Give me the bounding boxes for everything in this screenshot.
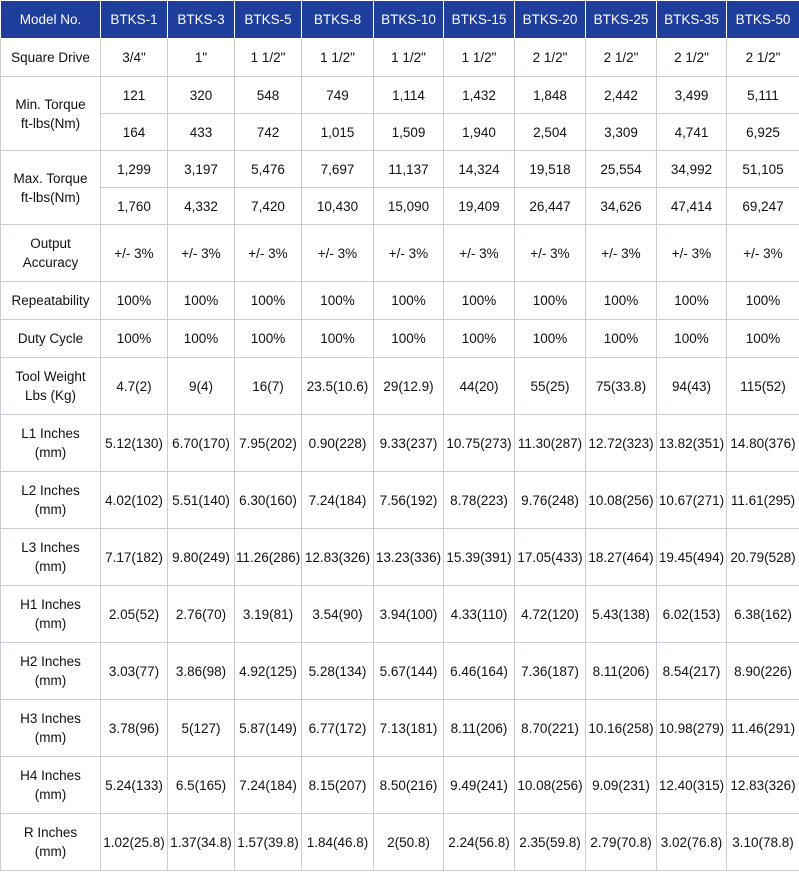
- table-cell: 5.87(149): [235, 700, 302, 757]
- table-cell: 1,940: [444, 114, 515, 151]
- table-cell: 75(33.8): [586, 358, 657, 415]
- row-label-line: (mm): [34, 445, 67, 460]
- table-cell: 2 1/2": [515, 39, 586, 77]
- table-cell: 6.77(172): [302, 700, 374, 757]
- model-header: BTKS-25: [586, 1, 657, 39]
- table-cell: 100%: [586, 282, 657, 320]
- table-row-l1: [1, 415, 799, 472]
- row-label: [1, 586, 101, 643]
- row-label: [1, 700, 101, 757]
- table-cell: 3.03(77): [101, 643, 168, 700]
- table-cell: 5.51(140): [168, 472, 235, 529]
- table-row-h3: [1, 700, 799, 757]
- row-label-line: H1 Inches: [20, 597, 81, 612]
- table-cell: 3.19(81): [235, 586, 302, 643]
- table-row-min-torque: [1, 77, 799, 114]
- row-label-line: (mm): [34, 787, 67, 802]
- table-cell: 100%: [302, 282, 374, 320]
- table-cell: 5,476: [235, 151, 302, 188]
- row-label-line: (mm): [34, 559, 67, 574]
- table-cell: 2.79(70.8): [586, 814, 657, 871]
- table-row-h2: [1, 643, 799, 700]
- table-cell: 0.90(228): [302, 415, 374, 472]
- table-cell: 1,299: [101, 151, 168, 188]
- table-cell: 44(20): [444, 358, 515, 415]
- table-cell: 12.40(315): [657, 757, 727, 814]
- row-label: [1, 529, 101, 586]
- table-row-duty-cycle: [1, 320, 799, 358]
- table-cell: 11.30(287): [515, 415, 586, 472]
- table-cell: 4.72(120): [515, 586, 586, 643]
- table-cell: 4.02(102): [101, 472, 168, 529]
- table-cell: 3.86(98): [168, 643, 235, 700]
- table-cell: +/- 3%: [302, 225, 374, 282]
- table-cell: 13.82(351): [657, 415, 727, 472]
- table-cell: +/- 3%: [586, 225, 657, 282]
- row-label-line: H3 Inches: [20, 711, 81, 726]
- table-cell: 9.80(249): [168, 529, 235, 586]
- table-cell: 1.84(46.8): [302, 814, 374, 871]
- table-row-max-torque: [1, 151, 799, 188]
- table-row-min-torque-nm: [1, 114, 799, 151]
- table-cell: 17.05(433): [515, 529, 586, 586]
- table-cell: +/- 3%: [444, 225, 515, 282]
- table-cell: 23.5(10.6): [302, 358, 374, 415]
- table-cell: 11.26(286): [235, 529, 302, 586]
- model-header: BTKS-15: [444, 1, 515, 39]
- table-cell: 69,247: [727, 188, 799, 225]
- table-cell: 8.11(206): [444, 700, 515, 757]
- table-cell: 2 1/2": [727, 39, 799, 77]
- table-cell: 7.95(202): [235, 415, 302, 472]
- table-cell: 4.7(2): [101, 358, 168, 415]
- row-label-line: (mm): [34, 673, 67, 688]
- table-cell: 5,111: [727, 77, 799, 114]
- table-cell: 7.13(181): [374, 700, 444, 757]
- table-cell: 3.54(90): [302, 586, 374, 643]
- table-cell: 10.67(271): [657, 472, 727, 529]
- table-cell: 11,137: [374, 151, 444, 188]
- table-cell: 3.10(78.8): [727, 814, 799, 871]
- table-cell: 7.36(187): [515, 643, 586, 700]
- table-cell: 11.61(295): [727, 472, 799, 529]
- table-cell: 94(43): [657, 358, 727, 415]
- table-cell: 2,504: [515, 114, 586, 151]
- table-cell: +/- 3%: [235, 225, 302, 282]
- table-cell: 7.24(184): [235, 757, 302, 814]
- table-cell: 13.23(336): [374, 529, 444, 586]
- row-label: [1, 643, 101, 700]
- table-cell: 749: [302, 77, 374, 114]
- row-label-line: L3 Inches: [21, 540, 80, 555]
- row-label-line: R Inches: [23, 825, 78, 840]
- row-label-line: Lbs (Kg): [24, 388, 77, 403]
- model-header: BTKS-35: [657, 1, 727, 39]
- table-cell: 15.39(391): [444, 529, 515, 586]
- table-row-repeatability: [1, 282, 799, 320]
- table-cell: 19,518: [515, 151, 586, 188]
- table-cell: 5(127): [168, 700, 235, 757]
- row-label: Repeatability: [1, 282, 101, 320]
- row-label-line: L2 Inches: [21, 483, 80, 498]
- table-cell: 100%: [444, 320, 515, 358]
- table-cell: 8.15(207): [302, 757, 374, 814]
- table-cell: 8.54(217): [657, 643, 727, 700]
- table-cell: 2 1/2": [657, 39, 727, 77]
- table-row-r: [1, 814, 799, 871]
- table-cell: 10,430: [302, 188, 374, 225]
- table-cell: 9.49(241): [444, 757, 515, 814]
- table-cell: 2.35(59.8): [515, 814, 586, 871]
- row-label: [1, 415, 101, 472]
- table-cell: 3.78(96): [101, 700, 168, 757]
- table-cell: 5.28(134): [302, 643, 374, 700]
- row-label-line: Min. Torque: [15, 96, 86, 112]
- table-cell: 1": [168, 39, 235, 77]
- model-header: BTKS-10: [374, 1, 444, 39]
- table-cell: 55(25): [515, 358, 586, 415]
- table-cell: +/- 3%: [515, 225, 586, 282]
- table-cell: 100%: [374, 282, 444, 320]
- table-cell: 100%: [302, 320, 374, 358]
- table-cell: 3/4": [101, 39, 168, 77]
- table-cell: 10.98(279): [657, 700, 727, 757]
- table-cell: 25,554: [586, 151, 657, 188]
- table-cell: 8.90(226): [727, 643, 799, 700]
- table-cell: 4,332: [168, 188, 235, 225]
- table-cell: 433: [168, 114, 235, 151]
- table-cell: 100%: [235, 282, 302, 320]
- table-cell: 121: [101, 77, 168, 114]
- table-cell: 47,414: [657, 188, 727, 225]
- table-cell: 1,760: [101, 188, 168, 225]
- table-cell: 2(50.8): [374, 814, 444, 871]
- table-cell: 1 1/2": [374, 39, 444, 77]
- row-label-line: Max. Torque: [13, 170, 88, 186]
- table-cell: 1,848: [515, 77, 586, 114]
- table-cell: 51,105: [727, 151, 799, 188]
- table-cell: 3,499: [657, 77, 727, 114]
- table-cell: 100%: [727, 320, 799, 358]
- table-cell: 20.79(528): [727, 529, 799, 586]
- row-label-line: L1 Inches: [21, 426, 80, 441]
- table-cell: 6,925: [727, 114, 799, 151]
- table-cell: 26,447: [515, 188, 586, 225]
- table-row-l3: [1, 529, 799, 586]
- table-cell: 6.70(170): [168, 415, 235, 472]
- table-cell: 4.33(110): [444, 586, 515, 643]
- table-cell: 100%: [444, 282, 515, 320]
- table-cell: 19,409: [444, 188, 515, 225]
- table-cell: 4.92(125): [235, 643, 302, 700]
- row-label: [1, 358, 101, 415]
- table-cell: 2.76(70): [168, 586, 235, 643]
- table-cell: +/- 3%: [374, 225, 444, 282]
- table-row-h4: [1, 757, 799, 814]
- table-cell: +/- 3%: [168, 225, 235, 282]
- table-cell: 6.46(164): [444, 643, 515, 700]
- table-cell: 12.72(323): [586, 415, 657, 472]
- row-label: [1, 77, 101, 151]
- table-cell: 1 1/2": [302, 39, 374, 77]
- table-cell: 15,090: [374, 188, 444, 225]
- table-cell: 18.27(464): [586, 529, 657, 586]
- table-row-output-accuracy: [1, 225, 799, 282]
- table-cell: 14,324: [444, 151, 515, 188]
- row-label-line: Accuracy: [22, 255, 79, 270]
- model-header: BTKS-1: [101, 1, 168, 39]
- table-cell: 7.17(182): [101, 529, 168, 586]
- table-cell: 100%: [657, 320, 727, 358]
- table-cell: 6.5(165): [168, 757, 235, 814]
- row-label-line: (mm): [34, 844, 67, 859]
- table-cell: 100%: [727, 282, 799, 320]
- table-cell: 3,197: [168, 151, 235, 188]
- table-cell: 6.02(153): [657, 586, 727, 643]
- table-cell: 10.16(258): [586, 700, 657, 757]
- table-cell: 1,509: [374, 114, 444, 151]
- table-row-max-torque-nm: [1, 188, 799, 225]
- table-cell: 9.76(248): [515, 472, 586, 529]
- table-cell: 100%: [586, 320, 657, 358]
- table-cell: 34,626: [586, 188, 657, 225]
- table-cell: 11.46(291): [727, 700, 799, 757]
- model-header: BTKS-5: [235, 1, 302, 39]
- table-cell: 5.12(130): [101, 415, 168, 472]
- table-cell: 7.56(192): [374, 472, 444, 529]
- table-cell: 3,309: [586, 114, 657, 151]
- table-cell: 10.75(273): [444, 415, 515, 472]
- row-label-line: (mm): [34, 616, 67, 631]
- table-cell: 8.78(223): [444, 472, 515, 529]
- table-cell: +/- 3%: [657, 225, 727, 282]
- table-cell: 100%: [168, 282, 235, 320]
- table-cell: 10.08(256): [515, 757, 586, 814]
- table-cell: 2,442: [586, 77, 657, 114]
- table-cell: 9(4): [168, 358, 235, 415]
- table-cell: 8.11(206): [586, 643, 657, 700]
- row-label: [1, 225, 101, 282]
- table-cell: 29(12.9): [374, 358, 444, 415]
- table-cell: 3.94(100): [374, 586, 444, 643]
- table-cell: 7,420: [235, 188, 302, 225]
- table-cell: 34,992: [657, 151, 727, 188]
- table-cell: 6.30(160): [235, 472, 302, 529]
- model-header: BTKS-20: [515, 1, 586, 39]
- table-cell: 8.50(216): [374, 757, 444, 814]
- model-no-header: Model No.: [1, 1, 101, 39]
- table-cell: 100%: [374, 320, 444, 358]
- table-cell: 2 1/2": [586, 39, 657, 77]
- table-cell: 100%: [235, 320, 302, 358]
- row-label-line: Output: [30, 236, 71, 251]
- table-cell: 1.57(39.8): [235, 814, 302, 871]
- table-cell: +/- 3%: [727, 225, 799, 282]
- table-cell: 100%: [101, 320, 168, 358]
- table-cell: 2.05(52): [101, 586, 168, 643]
- row-label-line: Tool Weight: [15, 369, 86, 384]
- row-label-line: (mm): [34, 730, 67, 745]
- table-cell: 100%: [515, 320, 586, 358]
- model-header: BTKS-3: [168, 1, 235, 39]
- table-cell: 8.70(221): [515, 700, 586, 757]
- model-header: BTKS-50: [727, 1, 799, 39]
- table-cell: 4,741: [657, 114, 727, 151]
- table-cell: 1,432: [444, 77, 515, 114]
- table-row-square-drive: [1, 39, 799, 77]
- table-cell: 7.24(184): [302, 472, 374, 529]
- table-cell: 19.45(494): [657, 529, 727, 586]
- row-label: [1, 472, 101, 529]
- table-cell: 16(7): [235, 358, 302, 415]
- table-cell: 1 1/2": [444, 39, 515, 77]
- model-header: BTKS-8: [302, 1, 374, 39]
- table-cell: 320: [168, 77, 235, 114]
- row-label-line: ft-lbs(Nm): [20, 115, 81, 131]
- header-row: [1, 1, 799, 39]
- table-cell: 100%: [168, 320, 235, 358]
- table-cell: 10.08(256): [586, 472, 657, 529]
- table-cell: 12.83(326): [727, 757, 799, 814]
- table-cell: 2.24(56.8): [444, 814, 515, 871]
- row-label: [1, 151, 101, 225]
- table-cell: 5.67(144): [374, 643, 444, 700]
- row-label: Duty Cycle: [1, 320, 101, 358]
- row-label-line: H4 Inches: [20, 768, 81, 783]
- table-cell: 100%: [515, 282, 586, 320]
- table-cell: 7,697: [302, 151, 374, 188]
- table-cell: +/- 3%: [101, 225, 168, 282]
- row-label: [1, 814, 101, 871]
- table-cell: 9.09(231): [586, 757, 657, 814]
- row-label: Square Drive: [1, 39, 101, 77]
- table-cell: 1,114: [374, 77, 444, 114]
- table-cell: 548: [235, 77, 302, 114]
- table-row-tool-weight: [1, 358, 799, 415]
- table-cell: 1.02(25.8): [101, 814, 168, 871]
- row-label-line: H2 Inches: [20, 654, 81, 669]
- table-cell: 164: [101, 114, 168, 151]
- table-cell: 1.37(34.8): [168, 814, 235, 871]
- table-cell: 100%: [657, 282, 727, 320]
- table-cell: 6.38(162): [727, 586, 799, 643]
- table-cell: 1 1/2": [235, 39, 302, 77]
- table-row-l2: [1, 472, 799, 529]
- table-row-h1: [1, 586, 799, 643]
- table-cell: 3.02(76.8): [657, 814, 727, 871]
- table-cell: 14.80(376): [727, 415, 799, 472]
- row-label-line: ft-lbs(Nm): [20, 189, 81, 205]
- table-cell: 12.83(326): [302, 529, 374, 586]
- table-cell: 115(52): [727, 358, 799, 415]
- table-cell: 9.33(237): [374, 415, 444, 472]
- row-label: [1, 757, 101, 814]
- table-cell: 5.24(133): [101, 757, 168, 814]
- table-cell: 100%: [101, 282, 168, 320]
- table-cell: 742: [235, 114, 302, 151]
- table-cell: 1,015: [302, 114, 374, 151]
- row-label-line: (mm): [34, 502, 67, 517]
- table-cell: 5.43(138): [586, 586, 657, 643]
